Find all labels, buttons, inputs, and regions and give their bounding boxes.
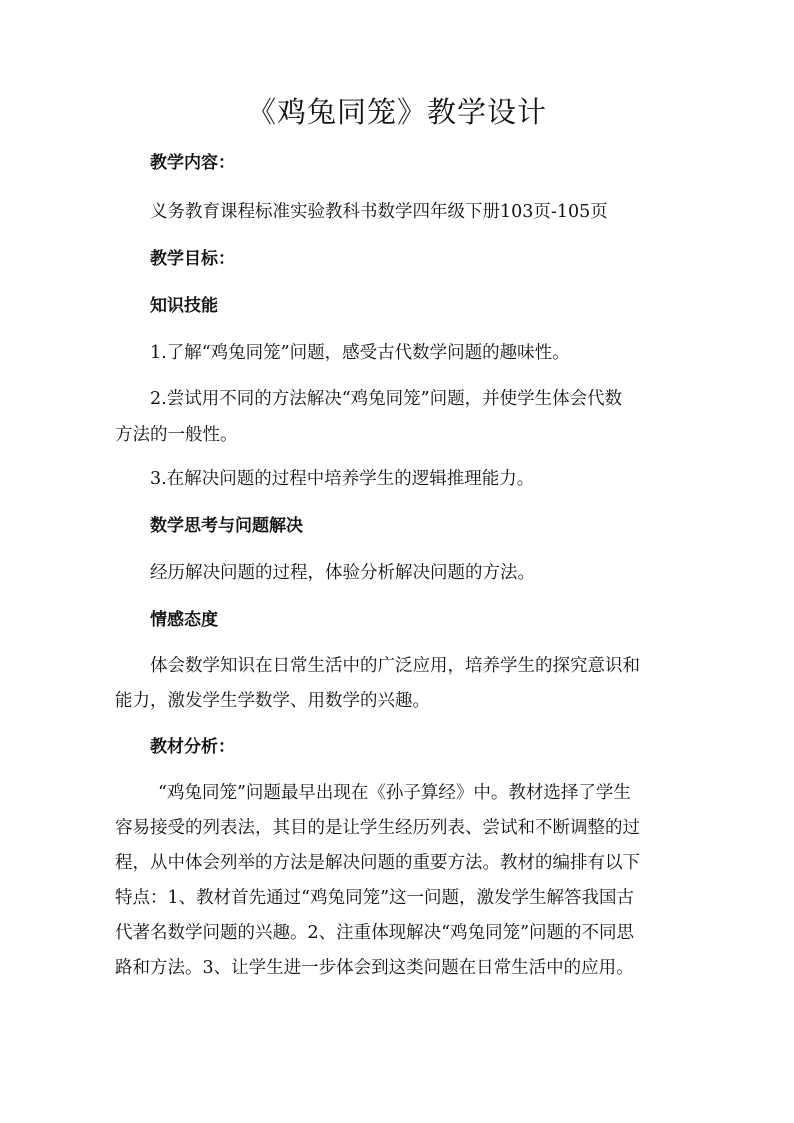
goal-item-1: 1.了解“鸡兔同笼”问题，感受古代数学问题的趣味性。 (150, 343, 570, 363)
heading-teaching-content: 教学内容： (150, 153, 235, 173)
math-thinking-text: 经历解决问题的过程，体验分析解决问题的方法。 (150, 563, 535, 583)
goal-item-3: 3.在解决问题的过程中培养学生的逻辑推理能力。 (150, 469, 535, 489)
page-title: 《鸡兔同笼》教学设计 (246, 95, 547, 129)
emotion-text-line-1: 体会数学知识在日常生活中的广泛应用，培养学生的探究意识和 (150, 656, 640, 676)
goal-item-2-line-1: 2.尝试用不同的方法解决“鸡兔同笼”问题，并使学生体会代数 (150, 389, 623, 409)
heading-knowledge-skills: 知识技能 (150, 296, 218, 316)
analysis-text-line-2: 容易接受的列表法，其目的是让学生经历列表、尝试和不断调整的过 (115, 818, 640, 838)
goal-item-2-line-2: 方法的一般性。 (115, 425, 238, 445)
analysis-text-line-5: 代著名数学问题的兴趣。2、注重体现解决“鸡兔同笼”问题的不同思 (115, 923, 635, 943)
analysis-text-line-6: 路和方法。3、让学生进一步体会到这类问题在日常生活中的应用。 (115, 958, 634, 978)
analysis-text-line-4: 特点：1、教材首先通过“鸡兔同笼”这一问题，激发学生解答我国古 (115, 888, 635, 908)
heading-math-thinking: 数学思考与问题解决 (150, 516, 303, 536)
emotion-text-line-2: 能力，激发学生学数学、用数学的兴趣。 (115, 691, 430, 711)
analysis-text-line-3: 程，从中体会列举的方法是解决问题的重要方法。教材的编排有以下 (115, 853, 640, 873)
heading-material-analysis: 教材分析： (150, 737, 235, 757)
heading-emotion-attitude: 情感态度 (150, 610, 218, 630)
heading-teaching-goals: 教学目标： (150, 249, 235, 269)
analysis-text-line-1: “鸡兔同笼”问题最早出现在《孙子算经》中。教材选择了学生 (158, 783, 631, 803)
teaching-content-text: 义务教育课程标准实验教科书数学四年级下册103页-105页 (150, 202, 608, 222)
